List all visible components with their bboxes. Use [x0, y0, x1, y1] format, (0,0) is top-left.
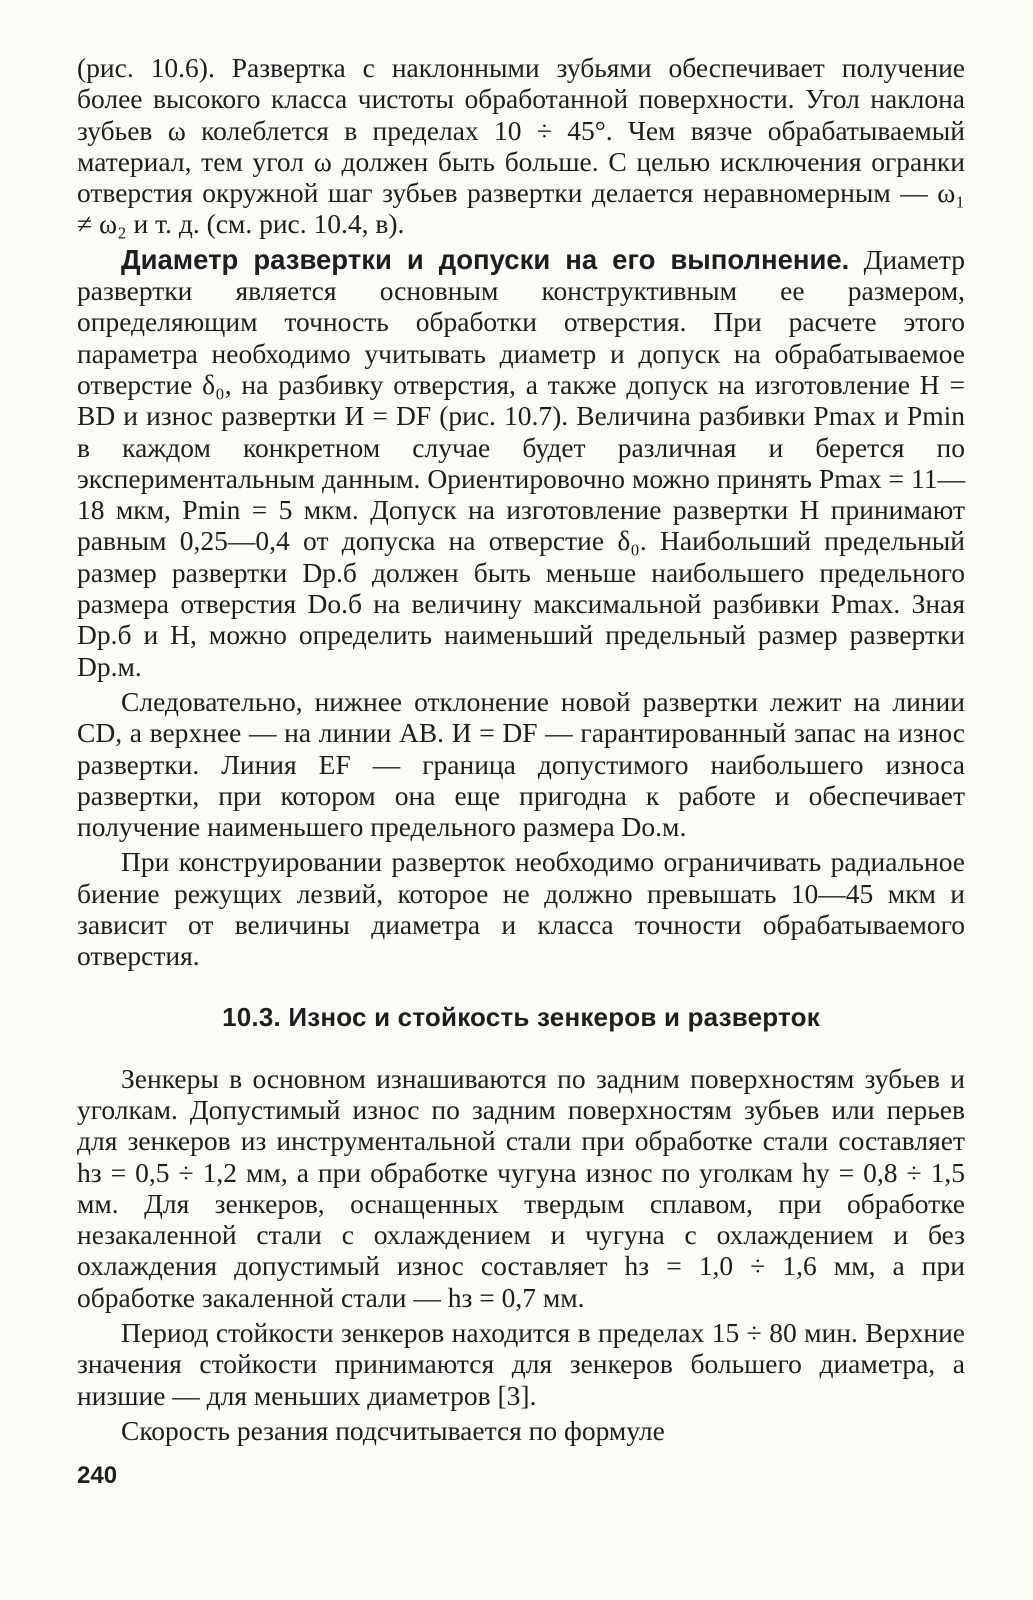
section-paragraph-2	[77, 1317, 965, 1411]
paragraph-4	[77, 846, 965, 971]
section-paragraph-3	[77, 1415, 965, 1446]
paragraph-4-text: При конструировании разверток необходимо ограничивать радиальное биение режущих лезвий, которое не должно превышать 10—45 мкм и зависит от величины диаметра и класса точности обрабатываемого отверстия.	[77, 846, 965, 972]
paragraph-1	[77, 52, 965, 240]
section-paragraph-1	[77, 1063, 965, 1313]
paragraph-2	[77, 244, 965, 682]
section-paragraph-3-text: Скорость резания подсчитывается по формуле	[121, 1414, 665, 1446]
paragraph-1-text: (рис. 10.6). Развертка с наклонными зубьями обеспечивает получение более высокого класса чистоты обработанной поверхности. Угол наклона зубьев ω колеблется в пределах 10 ÷ 45°. Чем вязче обрабатываемый материал, тем угол ω должен быть больше. С целью исключения огранки отверстия окружной шаг зубьев развертки делается неравномерным — ω₁ ≠ ω₂ и т. д. (см. рис. 10.4, в).	[77, 52, 965, 240]
page-number: 240	[77, 1462, 118, 1489]
section-paragraph-2-text: Период стойкости зенкеров находится в пределах 15 ÷ 80 мин. Верхние значения стойкости принимаются для зенкеров большего диаметра, а низшие — для меньших диаметров [3].	[77, 1316, 965, 1411]
paragraph-2-heading: Диаметр развертки и допуски на его выполнение.	[121, 243, 850, 275]
paragraph-2-text: Диаметр развертки является основным конструктивным ее размером, определяющим точность обработки отверстия. При расчете этого параметра необходимо учитывать диаметр и допуск на обрабатываемое отверстие δ₀, на разбивку отверстия, а также допуск на изготовление H = BD и износ развертки И = DF (рис. 10.7). Величина разбивки Pmax и Pmin в каждом конкретном случае будет различная и берется по экспериментальным данным. Ориентировочно можно принять Pmax = 11—18 мкм, Pmin = 5 мкм. Допуск на изготовление развертки H принимают равным 0,25—0,4 от допуска на отверстие δ₀. Наибольший предельный размер развертки Dр.б должен быть меньше наибольшего предельного размера отверстия Dо.б на величину максимальной разбивки Pmax. Зная Dр.б и H, можно определить наименьший предельный размер развертки Dр.м.	[77, 243, 965, 682]
paragraph-3	[77, 686, 965, 842]
section-heading: 10.3. Износ и стойкость зенкеров и разверток	[222, 1001, 820, 1032]
paragraph-3-text: Следовательно, нижнее отклонение новой развертки лежит на линии CD, а верхнее — на линии AB. И = DF — гарантированный запас на износ развертки. Линия EF — граница допустимого наибольшего износа развертки, при котором она еще пригодна к работе и обеспечивает получение наименьшего предельного размера Dо.м.	[77, 685, 965, 843]
section-paragraph-1-text: Зенкеры в основном изнашиваются по задним поверхностям зубьев и уголкам. Допустимый износ по задним поверхностям зубьев или перьев для зенкеров из инструментальной стали при обработке стали составляет hз = 0,5 ÷ 1,2 мм, а при обработке чугуна износ по уголкам hу = 0,8 ÷ 1,5 мм. Для зенкеров, оснащенных твердым сплавом, при обработке незакаленной стали с охлаждением и чугуна с охлаждением и без охлаждения допустимый износ составляет hз = 1,0 ÷ 1,6 мм, а при обработке закаленной стали — hз = 0,7 мм.	[77, 1062, 965, 1313]
